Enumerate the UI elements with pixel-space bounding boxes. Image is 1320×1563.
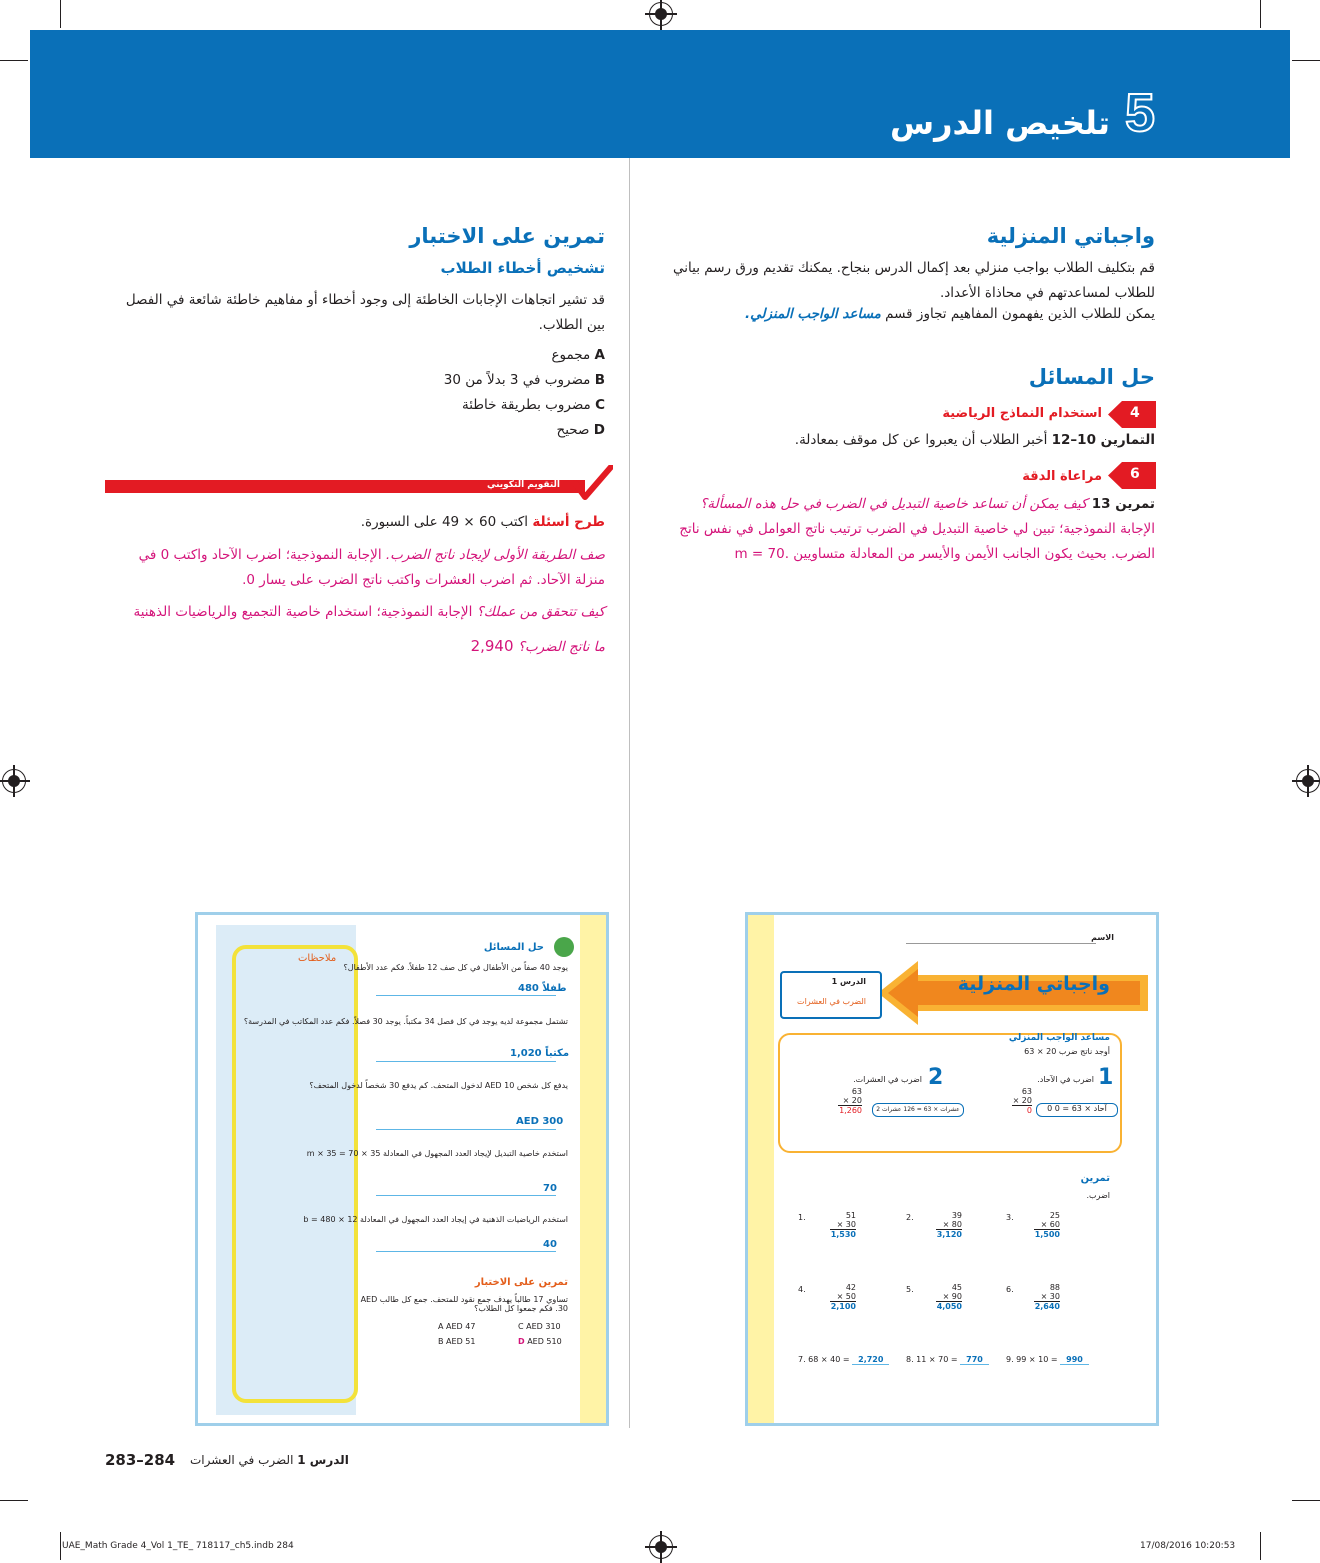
- crop-mark: [60, 0, 61, 28]
- registration-mark: [1296, 769, 1320, 793]
- answer-option: A مجموع: [551, 347, 605, 363]
- mini-item-12: يدفع كل شخص AED 10 لدخول المتحف. كم يدفع 30 شخصاً لدخول المتحف؟: [309, 1081, 568, 1090]
- formative-q2: كيف تتحقق من عملك؟ الإجابة النموذجية؛ استخدام خاصية التجميع والرياضيات الذهنية: [133, 604, 605, 620]
- mini-problem: 6.: [1006, 1285, 1014, 1294]
- slug-date: 17/08/2016 10:20:53: [1140, 1541, 1236, 1551]
- test-practice-intro: قد تشير اتجاهات الإجابات الخاطئة إلى وجود أخطاء أو مفاهيم خاطئة شائعة في الفصل بين الطلاب.: [125, 292, 605, 333]
- checkmark-icon: [573, 465, 613, 505]
- mini-step2-note: 2 عشرات × 63 = 126 عشرات: [872, 1103, 964, 1117]
- crop-mark: [1260, 1532, 1261, 1560]
- practice6-label: مراعاة الدقة: [1022, 469, 1102, 484]
- mini-answer-11: 1,020 مكتباً: [510, 1048, 570, 1059]
- mini-answer-13: 70: [543, 1183, 557, 1194]
- mini-problem-work: 45 × 90 4,050: [936, 1283, 962, 1311]
- banner-title: تلخيص الدرس: [889, 104, 1110, 142]
- formative-prompt: [105, 510, 605, 535]
- exercises-10-12: [665, 428, 1155, 453]
- mini-inline-problem: 7. 68 × 40 = 2,720: [798, 1355, 889, 1364]
- homework-title: واجباتي المنزلية: [986, 224, 1155, 248]
- mini-step1-note: 0 آحاد × 63 = 0: [1036, 1103, 1118, 1117]
- footer-lesson: [190, 1453, 349, 1467]
- answer-line: [376, 1061, 556, 1062]
- test-practice-title: تمرين على الاختبار: [409, 224, 605, 248]
- mini-choice: D AED 510: [518, 1337, 562, 1346]
- exercises-10-12-label: التمارين 10–12: [1051, 432, 1155, 448]
- mini-problem: 3.: [1006, 1213, 1014, 1222]
- formative-bar-label: التقويم التكويني: [486, 480, 560, 490]
- crop-mark: [1260, 0, 1261, 28]
- practice-badge: [1108, 462, 1156, 489]
- problem-solving-icon: [554, 937, 574, 957]
- mini-helper-question: أوجد ناتج ضرب 20 × 63: [1024, 1047, 1110, 1056]
- mini-lesson: الدرس 1: [831, 977, 866, 986]
- mini-problem-work: 39 × 80 3,120: [936, 1211, 962, 1239]
- step-number: 2: [928, 1065, 944, 1090]
- practice-badge-number: 4: [1130, 405, 1140, 421]
- exercise-13-equation: m = 70.: [734, 546, 789, 562]
- mini-item-13: استخدم خاصية التبديل لإيجاد العدد المجهول في المعادلة 35 × 70 = m × 35: [306, 1149, 568, 1158]
- answer-line: [376, 995, 556, 996]
- student-page-thumbnail-left: [198, 915, 606, 1423]
- answer-line: [376, 1195, 556, 1196]
- homework-para2-text: يمكن للطلاب الذين يفهمون المفاهيم تجاوز قسم: [885, 306, 1155, 322]
- page-edge-strip: [748, 915, 774, 1423]
- mini-problem-work: 51 × 30 1,530: [830, 1211, 856, 1239]
- registration-mark: [649, 1535, 673, 1559]
- exercises-10-12-text: أخبر الطلاب أن يعبروا عن كل موقف بمعادلة.: [794, 432, 1048, 448]
- mini-item-14: استخدم الرياضيات الذهنية في إيجاد العدد المجهول في المعادلة 12 × b = 480: [303, 1215, 568, 1224]
- answer-line: [376, 1251, 556, 1252]
- homework-para2: [665, 302, 1155, 327]
- mini-answer-12: AED 300: [516, 1116, 564, 1127]
- mini-answer-14: 40: [543, 1239, 557, 1250]
- formative-prompt-text: اكتب 60 × 49 على السبورة.: [360, 514, 529, 530]
- mini-problem-work: 88 × 30 2,640: [1034, 1283, 1060, 1311]
- mini-problem-work: 42 × 50 2,100: [830, 1283, 856, 1311]
- mini-choice: A AED 47: [438, 1322, 476, 1331]
- practice-badge: [1108, 401, 1156, 428]
- chapter-number: 5: [1124, 83, 1155, 143]
- mini-problem: 2.: [906, 1213, 914, 1222]
- mini-item-10: يوجد 40 صفاً من الأطفال في كل صف 12 طفلاً. فكم عدد الأطفال؟: [343, 963, 568, 972]
- mini-helper-title: مساعد الواجب المنزلي: [1008, 1033, 1110, 1043]
- formative-prompt-label: طرح أسئلة: [532, 514, 605, 530]
- crop-mark: [0, 1500, 28, 1501]
- mini-answer-10: 480 طفلاً: [518, 983, 567, 994]
- exercise-13-answer: الإجابة النموذجية؛ تبين لي خاصية التبديل في الضرب ترتيب ناتج العوامل في نفس ناتج الضرب. بحيث يكون الجانب الأيمن والأيسر من المعادلة متساويين: [679, 521, 1155, 562]
- exercise-13-label: تمرين 13: [1091, 496, 1155, 512]
- practice4-label: استخدام النماذج الرياضية: [942, 406, 1102, 421]
- mini-section-title: حل المسائل: [483, 942, 544, 953]
- formative-q3: ما ناتج الضرب؟ 2,940: [470, 637, 605, 655]
- student-page-thumbnail-right: [748, 915, 1156, 1423]
- answer-option: B مضروب في 3 بدلاً من 30: [443, 372, 605, 388]
- diagnose-errors-title: تشخيص أخطاء الطلاب: [440, 259, 605, 277]
- crop-mark: [1292, 60, 1320, 61]
- mini-practice-sub: اضرب.: [1086, 1191, 1110, 1200]
- exercise-13-question: كيف يمكن أن تساعد خاصية التبديل في الضرب في حل هذه المسألة؟: [700, 496, 1088, 512]
- mini-test-title: تمرين على الاختبار: [474, 1277, 568, 1288]
- mini-step1-vals: 63 × 20 0: [1012, 1087, 1032, 1115]
- problem-solving-title: حل المسائل: [1028, 365, 1155, 389]
- page-edge-strip: [580, 915, 606, 1423]
- mini-problem-work: 25 × 60 1,500: [1034, 1211, 1060, 1239]
- mini-problem: 4.: [798, 1285, 806, 1294]
- notes-highlight: [232, 945, 358, 1403]
- notes-label: ملاحظات: [298, 953, 337, 964]
- registration-mark: [649, 2, 673, 26]
- mini-problem: 5.: [906, 1285, 914, 1294]
- mini-lesson-sub: الضرب في العشرات: [797, 997, 866, 1006]
- mini-problem: 1.: [798, 1213, 806, 1222]
- mini-inline-problem: 9. 99 × 10 = 990: [1006, 1355, 1089, 1364]
- mini-choice: C AED 310: [518, 1322, 561, 1331]
- crop-mark: [1292, 1500, 1320, 1501]
- slug-file: UAE_Math Grade 4_Vol 1_TE_ 718117_ch5.indb 284: [62, 1541, 294, 1551]
- page-numbers: 283–284: [105, 1451, 176, 1469]
- mini-step2: اضرب في العشرات.: [853, 1075, 922, 1084]
- homework-para1: قم بتكليف الطلاب بواجب منزلي بعد إكمال الدرس بنجاح. يمكنك تقديم ورق رسم بياني للطلاب لمساعدتهم في محاذاة الأعداد.: [673, 260, 1155, 301]
- answer-line: [376, 1129, 556, 1130]
- name-line: [906, 943, 1096, 944]
- crop-mark: [0, 60, 28, 61]
- footer-lesson-label: الدرس 1: [297, 1453, 349, 1467]
- mini-step2-vals: 63 × 20 1,260: [839, 1087, 862, 1115]
- registration-mark: [2, 769, 26, 793]
- answer-option: C مضروب بطريقة خاطئة: [461, 397, 605, 413]
- crop-mark: [60, 1532, 61, 1560]
- mini-test-item: تساوي 17 طالباً يهدف جمع نقود للمتحف. جمع كل طالب AED 30. فكم جمعوا كل الطلاب؟: [360, 1295, 568, 1313]
- exercise-13: [665, 492, 1155, 567]
- mini-choice: B AED 51: [438, 1337, 476, 1346]
- step-number: 1: [1098, 1065, 1114, 1090]
- footer-lesson-title: الضرب في العشرات: [190, 1453, 294, 1467]
- practice-badge-number: 6: [1130, 466, 1140, 482]
- formative-q1: صف الطريقة الأولى لإيجاد ناتج الضرب. الإجابة النموذجية؛ اضرب الآحاد واكتب 0 في منزلة الآحاد. ثم اضرب العشرات واكتب ناتج الضرب على يسار 0.: [138, 547, 605, 588]
- mini-name-label: الاسم: [1091, 933, 1114, 942]
- mini-practice-title: تمرين: [1080, 1173, 1110, 1184]
- mini-step1: اضرب في الآحاد.: [1037, 1075, 1094, 1084]
- mini-homework-title: واجباتي المنزلية: [957, 973, 1110, 995]
- answer-options: [305, 343, 605, 443]
- mini-inline-problem: 8. 11 × 70 = 770: [906, 1355, 989, 1364]
- homework-helper-link: مساعد الواجب المنزلي.: [745, 306, 881, 322]
- mini-item-11: تشتمل مجموعة لديه يوجد في كل فصل 34 مكتباً. يوجد 30 فصلاً. فكم عدد المكاتب في المدرسة؟: [243, 1017, 568, 1026]
- column-divider: [629, 158, 630, 1428]
- answer-option: D صحيح: [556, 422, 605, 438]
